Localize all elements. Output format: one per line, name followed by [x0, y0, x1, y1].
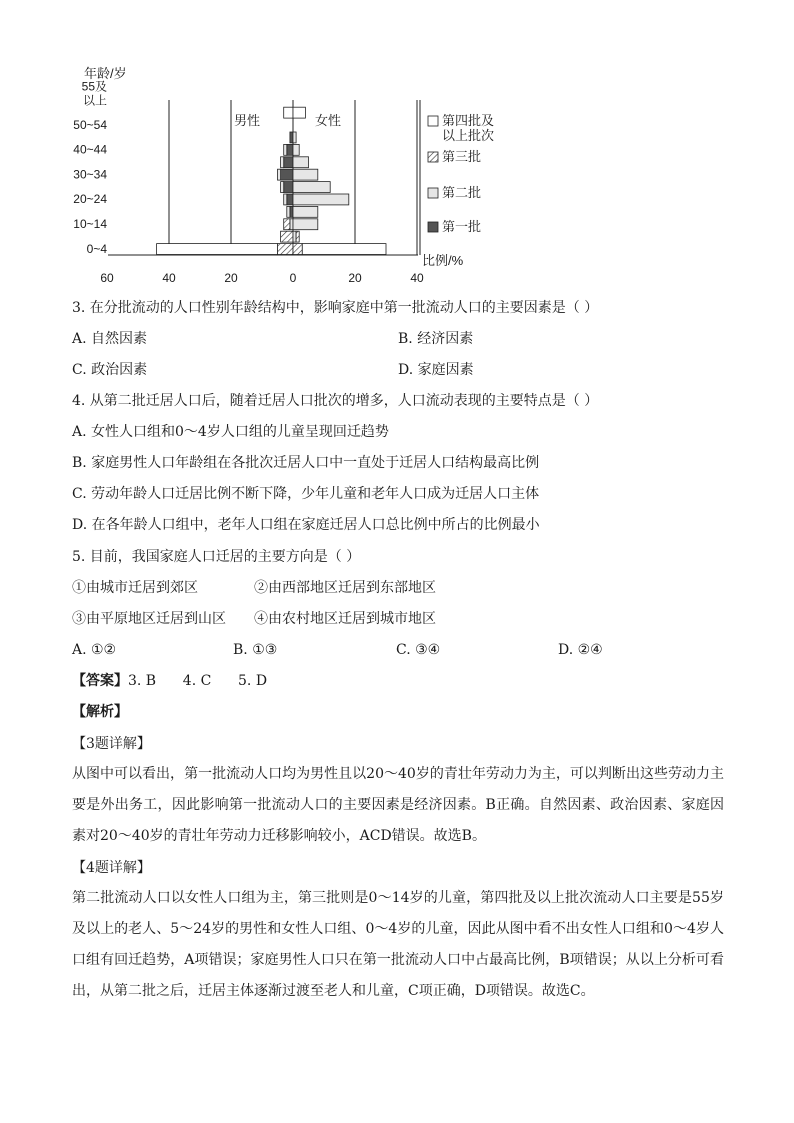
bar-male-first — [284, 182, 293, 193]
age-label: 55及 — [81, 79, 107, 94]
q4-option-b: B. 家庭男性人口年龄组在各批次迁居人口中一直处于迁居人口结构最高比例 — [72, 455, 540, 471]
age-label: 50~54 — [73, 117, 107, 132]
answer-line — [72, 672, 267, 690]
q5-option-b: B. ①③ — [233, 642, 278, 658]
q5-option-c: C. ③④ — [396, 642, 441, 658]
detail4-heading: 【4题详解】 — [72, 860, 151, 876]
q5-stem: 5. 目前，我国家庭人口迁居的主要方向是（ ） — [72, 549, 361, 565]
bar-male-second — [284, 144, 287, 155]
bar-female-third — [296, 231, 299, 242]
bar-female-second — [293, 219, 318, 230]
bars — [157, 107, 386, 254]
bar-female-second — [293, 169, 318, 180]
female-label: 女性 — [315, 113, 342, 128]
bar-female-second — [293, 157, 309, 168]
bar-male-first — [287, 144, 293, 155]
bar-female-second — [293, 206, 318, 217]
legend-swatch-third — [428, 152, 438, 162]
detail4-text: 第二批流动人口以女性人口组为主，第三批则是0～14岁的儿童，第四批及以上批次流动人口主要是55岁及以上的老人、5～24岁的男性和女性人口组、0～4岁的儿童，因此从图中看不出女性人口组和0～4岁人口组有回迁趋势，A项错误；家庭男性人口只在第一批流动人口中占最高比例，B项错误；从以上分析可看出，从第二批之后，迁居主体逐渐过渡至老人和儿童，C项正确，D项错误。故选C。 — [72, 890, 724, 999]
legend-label-fourth: 第四批及 — [442, 113, 495, 128]
age-label: 30~34 — [73, 167, 107, 182]
age-label: 0~4 — [86, 241, 107, 256]
answer-text: 3. B 4. C 5. D — [128, 673, 268, 689]
bar-male-first — [290, 206, 293, 217]
legend-swatch-fourth — [428, 116, 438, 126]
bar-male-first — [290, 132, 293, 143]
legend-label-third: 第三批 — [442, 149, 482, 164]
bar-female-third — [293, 244, 302, 255]
age-label: 40~44 — [73, 142, 107, 157]
legend-label-first: 第一批 — [442, 219, 482, 234]
bar-female-second — [293, 144, 299, 155]
bar-female-second — [293, 194, 349, 205]
x-tick-label: 60 — [100, 271, 114, 285]
bar-female-second — [293, 231, 296, 242]
detail3-heading: 【3题详解】 — [72, 736, 151, 752]
legend-swatch-first — [428, 222, 438, 232]
x-tick-label: 40 — [410, 271, 424, 285]
legend — [420, 100, 494, 255]
x-ticks — [100, 271, 424, 285]
male-label: 男性 — [234, 113, 261, 128]
q5-option-a: A. ①② — [72, 642, 117, 658]
q3-option-d: D. 家庭因素 — [398, 362, 474, 378]
x-tick-label: 20 — [224, 271, 238, 285]
q3-option-c: C. 政治因素 — [72, 362, 148, 378]
bar-male-first — [287, 194, 293, 205]
bar-male-second — [284, 194, 287, 205]
q4-stem: 4. 从第二批迁居人口后，随着迁居人口批次的增多，人口流动表现的主要特点是（ ） — [72, 393, 599, 409]
q3-stem: 3. 在分批流动的人口性别年龄结构中，影响家庭中第一批流动人口的主要因素是（ ） — [72, 300, 599, 316]
age-label: 10~14 — [73, 217, 107, 231]
bar-female-second — [293, 132, 296, 143]
bar-male-fourth — [284, 107, 293, 118]
bar-male-third — [278, 244, 294, 255]
q3-option-b: B. 经济因素 — [398, 331, 474, 347]
bar-female-second — [293, 182, 330, 193]
analysis-label: 【解析】 — [72, 704, 128, 720]
q5-statement-2: ②由西部地区迁居到东部地区 — [254, 580, 436, 596]
bar-female-fourth — [302, 244, 386, 255]
legend-swatch-second — [428, 188, 438, 198]
bar-male-third — [281, 231, 293, 242]
q5-statement-3: ③由平原地区迁居到山区 — [72, 611, 226, 627]
q5-option-d: D. ②④ — [558, 642, 603, 658]
bar-male-second — [281, 182, 284, 193]
bar-male-first — [284, 157, 293, 168]
bar-male-second — [290, 219, 293, 230]
x-tick-label: 40 — [162, 271, 176, 285]
bar-male-third — [284, 219, 290, 230]
age-labels — [73, 79, 107, 255]
bar-male-second — [287, 206, 290, 217]
grid-lines — [108, 100, 418, 255]
x-tick-label: 20 — [348, 271, 362, 285]
bar-male-second — [278, 169, 281, 180]
bar-male-second — [281, 157, 284, 168]
q4-option-a: A. 女性人口组和0～4岁人口组的儿童呈现回迁趋势 — [72, 424, 389, 440]
x-axis-title: 比例/% — [422, 253, 464, 268]
x-tick-label: 0 — [289, 271, 297, 285]
q4-option-c: C. 劳动年龄人口迁居比例不断下降，少年儿童和老年人口成为迁居人口主体 — [72, 486, 540, 502]
age-label: 以上 — [82, 93, 107, 108]
bar-male-fourth — [157, 244, 278, 255]
answer-label: 【答案】 — [72, 673, 128, 689]
legend-label-fourth: 以上批次 — [442, 128, 495, 143]
q5-statement-1: ①由城市迁居到郊区 — [72, 580, 198, 596]
legend-label-second: 第二批 — [442, 185, 482, 200]
bar-male-first — [281, 169, 293, 180]
y-axis-title: 年龄/岁 — [84, 66, 127, 81]
age-label: 20~24 — [73, 192, 107, 207]
q4-option-d: D. 在各年龄人口组中，老年人口组在家庭迁居人口总比例中所占的比例最小 — [72, 517, 540, 533]
q3-option-a: A. 自然因素 — [72, 331, 148, 347]
detail3-text: 从图中可以看出，第一批流动人口均为男性且以20～40岁的青壮年劳动力为主，可以判断出这些劳动力主要是外出务工，因此影响第一批流动人口的主要因素是经济因素。B正确。自然因素、政治因素、家庭因素对20～40岁的青壮年劳动力迁移影响较小，ACD错误。故选B。 — [72, 766, 724, 844]
q5-statement-4: ④由农村地区迁居到城市地区 — [254, 611, 436, 627]
bar-female-fourth — [293, 107, 305, 118]
population-pyramid-chart — [60, 56, 495, 285]
